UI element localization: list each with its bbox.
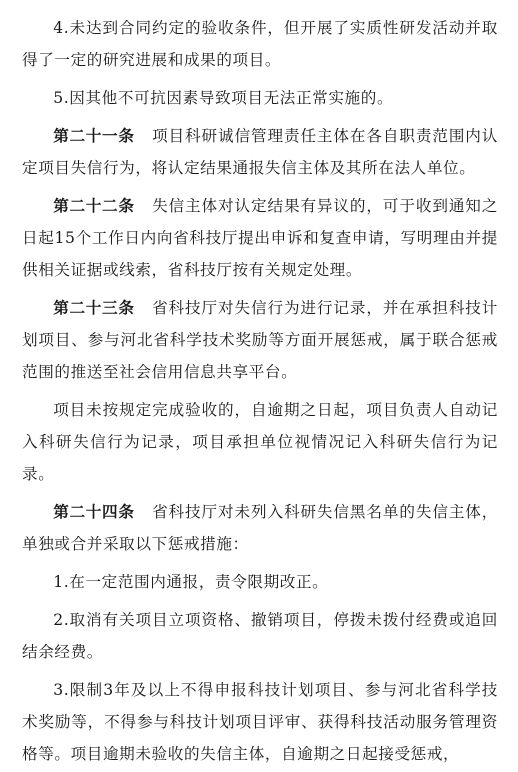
article-21: [22, 120, 498, 184]
article-number: 第二十三条: [53, 299, 135, 317]
paragraph-text: 4.未达到合同约定的验收条件，但开展了实质性研发活动并取得了一定的研究进展和成果的项目。: [22, 19, 498, 69]
paragraph-text: 2.取消有关项目立项资格、撤销项目，停拨未拨付经费或追回结余经费。: [22, 611, 498, 661]
paragraph-text: 失信主体对认定结果有异议的，可于收到通知之日起15个工作日内向省科技厅提出申诉和复查申请，写明理由并提供相关证据或线索，省科技厅按有关规定处理。: [22, 197, 498, 279]
paragraph-text: 省科技厅对未列入科研失信黑名单的失信主体，单独或合并采取以下惩戒措施：: [22, 503, 498, 553]
article-number: 第二十一条: [53, 127, 135, 145]
measure-item-1: [22, 566, 498, 598]
paragraph-text: 省科技厅对失信行为进行记录，并在承担科技计划项目、参与河北省科学技术奖励等方面开展惩戒，属于联合惩戒范围的推送至社会信用信息共享平台。: [22, 299, 498, 381]
article-number: 第二十二条: [53, 197, 135, 215]
paragraph-item-5: [22, 82, 498, 114]
measure-item-3: [22, 674, 498, 770]
paragraph-text: 1.在一定范围内通报，责令限期改正。: [53, 573, 329, 591]
paragraph-overdue: [22, 394, 498, 490]
article-number: 第二十四条: [53, 503, 135, 521]
article-22: [22, 190, 498, 286]
paragraph-text: 项目未按规定完成验收的，自逾期之日起，项目负责人自动记入科研失信行为记录，项目承担单位视情况记入科研失信行为记录。: [22, 401, 498, 483]
paragraph-text: 5.因其他不可抗因素导致项目无法正常实施的。: [53, 89, 394, 107]
article-23: [22, 292, 498, 388]
paragraph-item-4: [22, 12, 498, 76]
measure-item-2: [22, 604, 498, 668]
article-24: [22, 496, 498, 560]
paragraph-text: 3.限制3年及以上不得申报科技计划项目、参与河北省科学技术奖励等，不得参与科技计划项目评审、获得科技活动服务管理资格等。项目逾期未验收的失信主体，自逾期之日起接受惩戒，: [22, 681, 498, 763]
paragraph-text: 项目科研诚信管理责任主体在各自职责范围内认定项目失信行为，将认定结果通报失信主体及其所在法人单位。: [22, 127, 498, 177]
